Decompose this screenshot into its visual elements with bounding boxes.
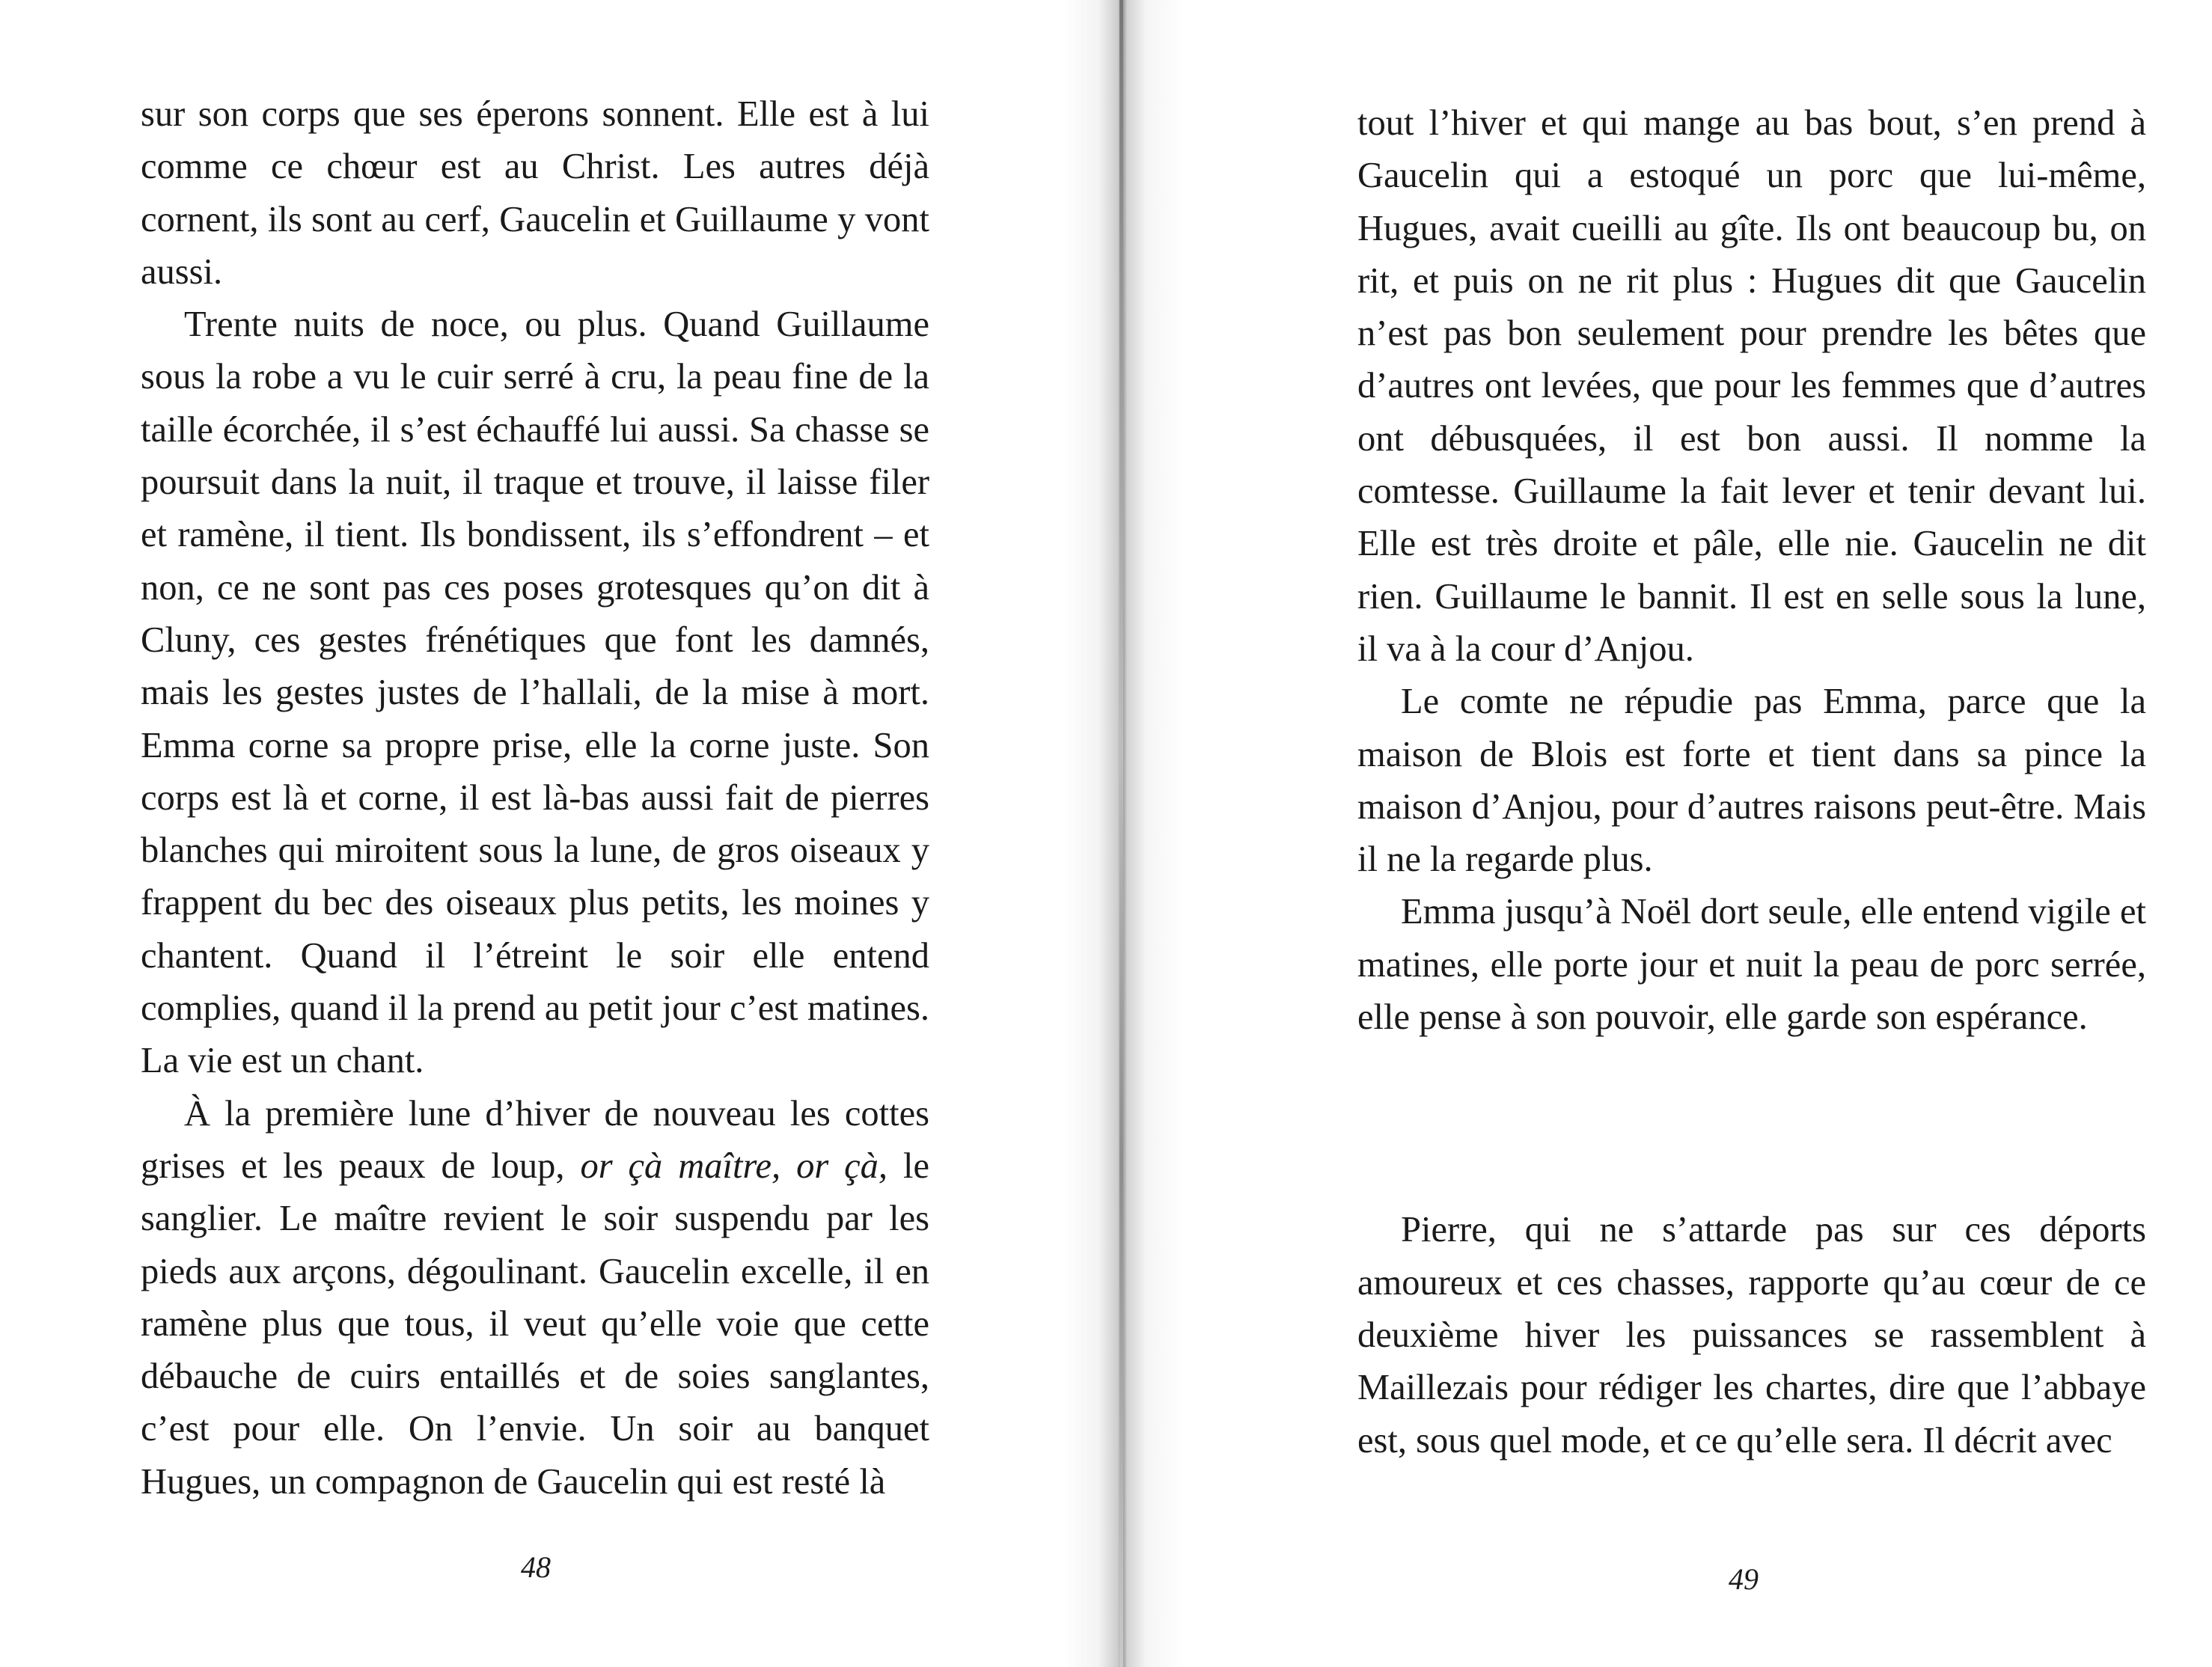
page-number-right: 49 — [1729, 1562, 1759, 1596]
left-page-text — [141, 88, 929, 1508]
left-paragraph-3 — [141, 1088, 929, 1508]
book-spine-fold — [1119, 0, 1123, 1667]
right-paragraph-4: Pierre, qui ne s’attarde pas sur ces déports amoureux et ces chasses, rapporte qu’au cœur de ce deuxième hiver les puissances se rassemblent à Maillezais pour rédiger les chartes, dire que l’abbaye est, sous quel mode, et ce qu’elle sera. Il décrit avec — [1357, 1210, 2146, 1460]
page-number-left: 48 — [521, 1550, 551, 1584]
left-page — [0, 0, 1078, 1667]
left-paragraph-3-start: À la première lune d’hiver de nouveau les cottes grises et les peaux de loup, — [141, 1093, 929, 1186]
right-page-text — [1357, 97, 2146, 1467]
right-paragraph-1: tout l’hiver et qui mange au bas bout, s’en prend à Gaucelin qui a estoqué un porc que lui-même, Hugues, avait cueilli au gîte. Ils ont beaucoup bu, on rit, et puis on ne rit plus : Hugues dit que Gaucelin n’est pas bon seulement pour prendre les bêtes que d’autres ont levées, que pour les femmes que d’autres ont débusquées, il est bon aussi. Il nomme la comtesse. Guillaume la fait lever et tenir devant lui. Elle est très droite et pâle, elle nie. Gaucelin ne dit rien. Guillaume le bannit. Il est en selle sous la lune, il va à la cour d’Anjou. — [1357, 103, 2146, 669]
left-paragraph-2: Trente nuits de noce, ou plus. Quand Guillaume sous la robe a vu le cuir serré à cru, la peau fine de la taille écorchée, il s’est échauffé lui aussi. Sa chasse se poursuit dans la nuit, il traque et trouve, il laisse filer et ramène, il tient. Ils bondissent, ils s’effondrent – et non, ce ne sont pas ces poses grotesques qu’on dit à Cluny, ces gestes frénétiques que font les damnés, mais les gestes justes de l’hallali, de la mise à mort. Emma corne sa propre prise, elle la corne juste. Son corps est là et corne, il est là-bas aussi fait de pierres blanches qui miroitent sous la lune, de gros oiseaux y frappent du bec des oiseaux plus petits, les moines y chantent. Quand il l’étreint le soir elle entend complies, quand il la prend au petit jour c’est matines. La vie est un chant. — [141, 305, 929, 1081]
right-page — [1167, 0, 2212, 1667]
right-paragraph-2: Le comte ne répudie pas Emma, parce que la maison de Blois est forte et tient dans sa pince la maison d’Anjou, pour d’autres raisons peut-être. Mais il ne la regarde plus. — [1357, 682, 2146, 880]
right-paragraph-3: Emma jusqu’à Noël dort seule, elle entend vigile et matines, elle porte jour et nuit la peau de porc serrée, elle pense à son pouvoir, elle garde son espérance. — [1357, 892, 2146, 1038]
left-paragraph-3-end: le sanglier. Le maître revient le soir suspendu par les pieds aux arçons, dégoulinant. Gaucelin excelle, il en ramène plus que tous, il veut qu’elle voie que cette débauche de cuirs entaillés et de soies sanglantes, c’est pour elle. On l’envie. Un soir au banquet Hugues, un compagnon de Gaucelin qui est resté là — [141, 1146, 929, 1502]
left-paragraph-1: sur son corps que ses éperons sonnent. Elle est à lui comme ce chœur est au Christ. Les autres déjà cornent, ils sont au cerf, Gaucelin et Guillaume y vont aussi. — [141, 94, 929, 292]
hunting-cry-italic: or çà maître, or çà, — [580, 1146, 888, 1186]
